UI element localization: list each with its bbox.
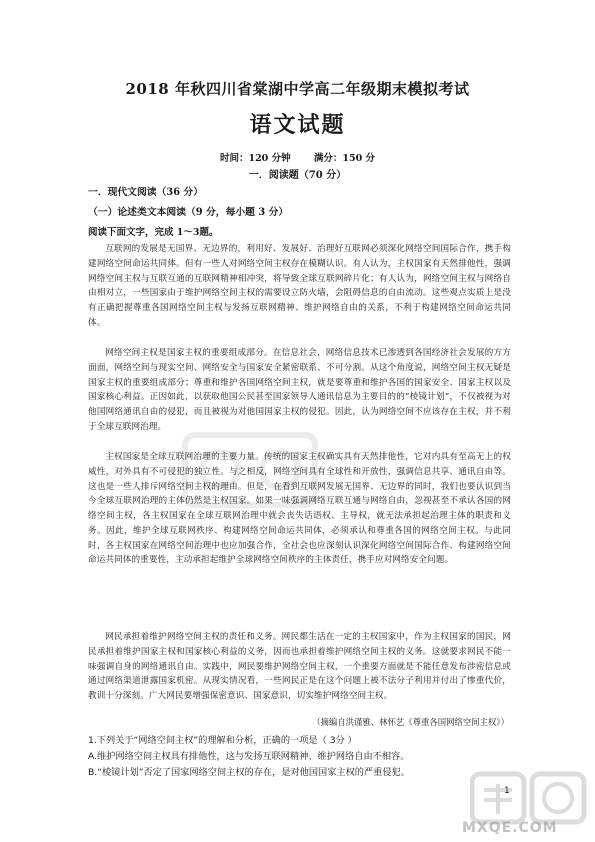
- part-heading: 一．阅读题（70 分）: [248, 170, 347, 181]
- passage-paragraph-1: 互联网的发展是无国界、无边界的，利用好、发展好、治理好互联网必须深化网络空间国际合作，携手构建网络空间命运共同体。但有一些人对网络空间主权存在模糊认识。有人认为，主权国家有天然排他性，强调网络空间主权与互联互通的互联网精神相冲突，将导致全球互联网碎片化；有人认为，网络空间主权与网络自由相对立，一些国家由于维护网络空间主权的需要设立防火墙，会阻碍信息的自由流动。这些观点实质上是没有正确把握尊重各国网络空间主权与发扬互联网精神、维护网络自由的关系，不利于构建网络空间命运共同体。: [88, 244, 511, 328]
- passage-source: （摘编自洪谨雅、林怀艺《尊重各国网络空间主权》）: [312, 717, 509, 727]
- watermark-text: MXQE.COM: [462, 820, 558, 836]
- option-a: A.维护网络空间主权具有排他性，这与发扬互联网精神、维护网络自由不相容。: [88, 751, 410, 762]
- exam-title: 2018 年秋四川省棠湖中学高二年级期末模拟考试: [125, 80, 470, 98]
- exam-time: 时间：120 分钟: [219, 153, 291, 164]
- exam-score: 满分：150 分: [313, 153, 376, 164]
- passage-paragraph-2: 网络空间主权是国家主权的重要组成部分。在信息社会，网络信息技术已渗透到各国经济社会发展的方方面面，网络空间与现实空间、网络安全与国家安全紧密联系、不可分割。从这个角度说，网络空间主权无疑是国家主权的重要组成部分；尊重和维护各国网络空间主权，就是要尊重和维护各国的国家安全、国家主权以及国家核心利益。正因如此，以获取他国公民甚至国家领导人通讯信息为主要目的的“棱镜计划”，不仅被视为对他国网络通讯自由的侵犯，而且被视为对他国国家主权的侵犯。因此，认为网络空间不应该存在主权，并不利于全球互联网治理。: [88, 348, 511, 432]
- subject-title: 语文试题: [249, 112, 346, 138]
- instruction-text: 阅读下面文字，完成 1～3题。: [88, 227, 219, 238]
- watermark-logo-icon: [470, 770, 588, 826]
- passage-paragraph-4: 网民承担着维护网络空间主权的责任和义务。网民都生活在一定的主权国家中，作为主权国家的国民，网民承担着维护国家主权和国家核心利益的义务，因而也承担着维护网络空间主权的义务。这就要求网民不能一味强调自身的网络通讯自由。实践中，网民要维护网络空间主权，一个重要方面就是不能任意发布涉密信息或通过网络渠道泄露国家机密。从现实情况看，一些网民正是在这个问题上被不法分子利用并付出了惨重代价，教训十分深刻。广大网民要增强保密意识、国家意识，切实维护网络空间主权。: [88, 632, 511, 701]
- section-heading: 一．现代文阅读（36 分）: [88, 187, 204, 198]
- page-number: 1: [504, 786, 510, 796]
- question-1: 1.下列关于“网络空间主权”的理解和分析，正确的一项是（ 3分 ）: [88, 735, 357, 746]
- subsection-heading: （一）论述类文本阅读（9 分，每小题 3 分）: [88, 207, 289, 218]
- option-b: B.“棱镜计划”否定了国家网络空间主权的存在，是对他国国家主权的严重侵犯。: [88, 767, 410, 778]
- exam-meta: [0, 150, 595, 164]
- passage-paragraph-3: 主权国家是全球互联网治理的主要力量。传统的国家主权确实具有天然排他性，它对内具有至高无上的权威性，对外具有不可侵犯的独立性。与之相反，网络空间具有全球性和开放性，强调信息共享、通讯自由等。这也是一些人排斥网络空间主权的理由。但是，在看到互联网发展无国界、无边界的同时，我们也要认识到当今全球互联网治理的主体仍然是主权国家。如果一味强调网络互联互通与网络自由，忽视甚至不承认各国的网络空间主权，各主权国家在全球互联网治理中就会丧失话语权、主导权，就无法承担起治理主体的职责和义务。因此，维护全球互联网秩序、构建网络空间命运共同体，必须承认和尊重各国的网络空间主权。与此同时，各主权国家在网络空间治理中也应加强合作，全社会也应深刻认识深化网络空间国际合作、构建网络空间命运共同体的重要性，主动承担起维护全球网络空间秩序的主体责任，携手应对网络安全问题。: [88, 452, 511, 566]
